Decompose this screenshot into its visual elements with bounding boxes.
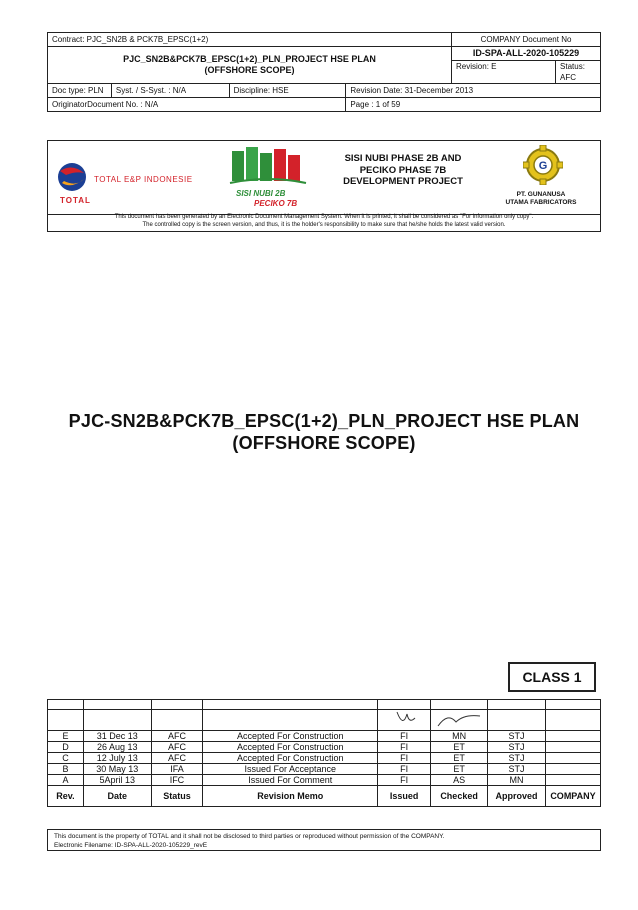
revision-checked-cell: ET <box>431 764 488 775</box>
checked-signature-icon <box>434 710 484 728</box>
notice-line1: This document has been generated by an Electronic Document Management System. When it is printed, it shall be considered as "For information only copy". <box>114 214 534 220</box>
document-title-line1: PJC_SN2B&PCK7B_EPSC(1+2)_PLN_PROJECT HSE PLAN <box>123 54 376 64</box>
revision-approved-cell: STJ <box>488 764 546 775</box>
revision-approved-cell: STJ <box>488 742 546 753</box>
document-title-line2: (OFFSHORE SCOPE) <box>204 65 295 75</box>
revision-issued-cell: FI <box>378 753 431 764</box>
logo-band <box>47 140 601 232</box>
revision-memo-cell: Accepted For Construction <box>203 742 378 753</box>
company-doc-label: COMPANY Document No <box>452 33 601 47</box>
revision-date-cell: 5April 13 <box>83 775 151 786</box>
issued-signature-cell <box>378 710 431 731</box>
main-title <box>47 410 601 454</box>
footer-filename: Electronic Filename: ID-SPA-ALL-2020-105229_revE <box>54 842 208 849</box>
revision-checked-cell: AS <box>431 775 488 786</box>
revision-header-cell: Date <box>83 786 151 807</box>
revision-rev-cell: A <box>48 775 84 786</box>
total-company-name: TOTAL E&P INDONESIE <box>94 175 193 184</box>
revision-status-cell <box>452 61 601 84</box>
checked-signature-cell <box>431 710 488 731</box>
revision-date-cell <box>346 84 601 98</box>
revision-header-cell: Rev. <box>48 786 84 807</box>
main-title-line2: (OFFSHORE SCOPE) <box>232 433 416 453</box>
revision-header-cell: Checked <box>431 786 488 807</box>
system: Syst. / S-Syst. : N/A <box>111 84 229 98</box>
revision-company-cell <box>545 731 600 742</box>
edms-notice <box>48 214 600 232</box>
total-brand: TOTAL <box>60 196 91 205</box>
gunanusa-line1: PT. GUNANUSA <box>516 191 566 198</box>
revision-header-row <box>48 786 601 807</box>
revision-company-cell <box>545 742 600 753</box>
gunanusa-logo-letter: G <box>538 160 548 172</box>
issued-signature-icon <box>389 710 419 728</box>
revision-issued-cell: FI <box>378 731 431 742</box>
main-title-line1: PJC-SN2B&PCK7B_EPSC(1+2)_PLN_PROJECT HSE PLAN <box>68 411 580 431</box>
signature-row <box>48 710 601 731</box>
project-title-line2: PECIKO PHASE 7B <box>359 164 447 176</box>
revision-header-cell: Approved <box>488 786 546 807</box>
revision-date-cell: 26 Aug 13 <box>83 742 151 753</box>
revision-company-cell <box>545 764 600 775</box>
discipline: Discipline: HSE <box>229 84 346 98</box>
revision-row <box>48 764 601 775</box>
revision-header-cell: Status <box>151 786 203 807</box>
revision-status-cell: IFC <box>151 775 203 786</box>
revision-issued-cell: FI <box>378 764 431 775</box>
project-title-line3: DEVELOPMENT PROJECT <box>343 176 463 187</box>
document-title-cell <box>48 47 452 84</box>
revision-rev-cell: C <box>48 753 84 764</box>
revision-date-cell: 12 July 13 <box>83 753 151 764</box>
revision-memo-cell: Issued For Acceptance <box>203 764 378 775</box>
sisi-logo-text2: PECIKO 7B <box>254 199 298 208</box>
revision-row <box>48 775 601 786</box>
revision-value: Revision: E <box>452 61 556 83</box>
logo-row <box>48 141 600 215</box>
notice-line2: The controlled copy is the screen version, and thus, it is the holder's responsibility to make sure that he/she holds the latest valid version. <box>142 221 506 228</box>
project-title <box>328 153 478 188</box>
revision-company-cell <box>545 753 600 764</box>
doc-number: ID-SPA-ALL-2020-105229 <box>452 47 601 61</box>
revision-table <box>47 699 601 807</box>
revision-date: Revision Date: 31-December 2013 <box>350 86 474 95</box>
revision-approved-cell: MN <box>488 775 546 786</box>
sisi-logo-text1: SISI NUBI 2B <box>236 189 286 198</box>
contract-cell: Contract: PJC_SN2B & PCK7B_EPSC(1+2) <box>48 33 452 47</box>
revision-header-cell: COMPANY <box>545 786 600 807</box>
gunanusa-name <box>486 191 596 207</box>
total-logo-icon <box>56 161 88 193</box>
revision-memo-cell: Accepted For Construction <box>203 731 378 742</box>
revision-issued-cell: FI <box>378 775 431 786</box>
revision-rev-cell: E <box>48 731 84 742</box>
revision-status-cell: AFC <box>151 753 203 764</box>
document-header-table <box>47 32 601 112</box>
revision-approved-cell: STJ <box>488 753 546 764</box>
revision-issued-cell: FI <box>378 742 431 753</box>
revision-approved-cell: STJ <box>488 731 546 742</box>
revision-checked-cell: ET <box>431 742 488 753</box>
doc-type: Doc type: PLN <box>48 84 112 98</box>
revision-status-cell: IFA <box>151 764 203 775</box>
revision-header-cell: Revision Memo <box>203 786 378 807</box>
revision-company-cell <box>545 775 600 786</box>
revision-memo-cell: Accepted For Construction <box>203 753 378 764</box>
page-number: Page : 1 of 59 <box>346 98 601 112</box>
revision-rev-cell: D <box>48 742 84 753</box>
originator-doc: OriginatorDocument No. : N/A <box>48 98 346 112</box>
footer-line1: This document is the property of TOTAL and it shall not be disclosed to third parties or reproduced without permission of the COMPANY. <box>54 833 445 840</box>
revision-row <box>48 731 601 742</box>
gunanusa-line2: UTAMA FABRICATORS <box>505 199 577 206</box>
revision-row <box>48 753 601 764</box>
revision-row <box>48 742 601 753</box>
revision-header-cell: Issued <box>378 786 431 807</box>
project-title-line1: SISI NUBI PHASE 2B AND <box>344 153 462 164</box>
gunanusa-gear-logo-icon <box>523 145 563 185</box>
revision-date-cell: 30 May 13 <box>83 764 151 775</box>
revision-rev-cell: B <box>48 764 84 775</box>
revision-memo-cell: Issued For Comment <box>203 775 378 786</box>
revision-checked-cell: ET <box>431 753 488 764</box>
class-label-box: CLASS 1 <box>508 662 596 692</box>
revision-status-cell: AFC <box>151 731 203 742</box>
status-value: Status: AFC <box>560 62 585 82</box>
revision-date-cell: 31 Dec 13 <box>83 731 151 742</box>
revision-checked-cell: MN <box>431 731 488 742</box>
revision-status-cell: AFC <box>151 742 203 753</box>
footer-notice <box>47 829 601 851</box>
blank-row <box>48 700 601 710</box>
